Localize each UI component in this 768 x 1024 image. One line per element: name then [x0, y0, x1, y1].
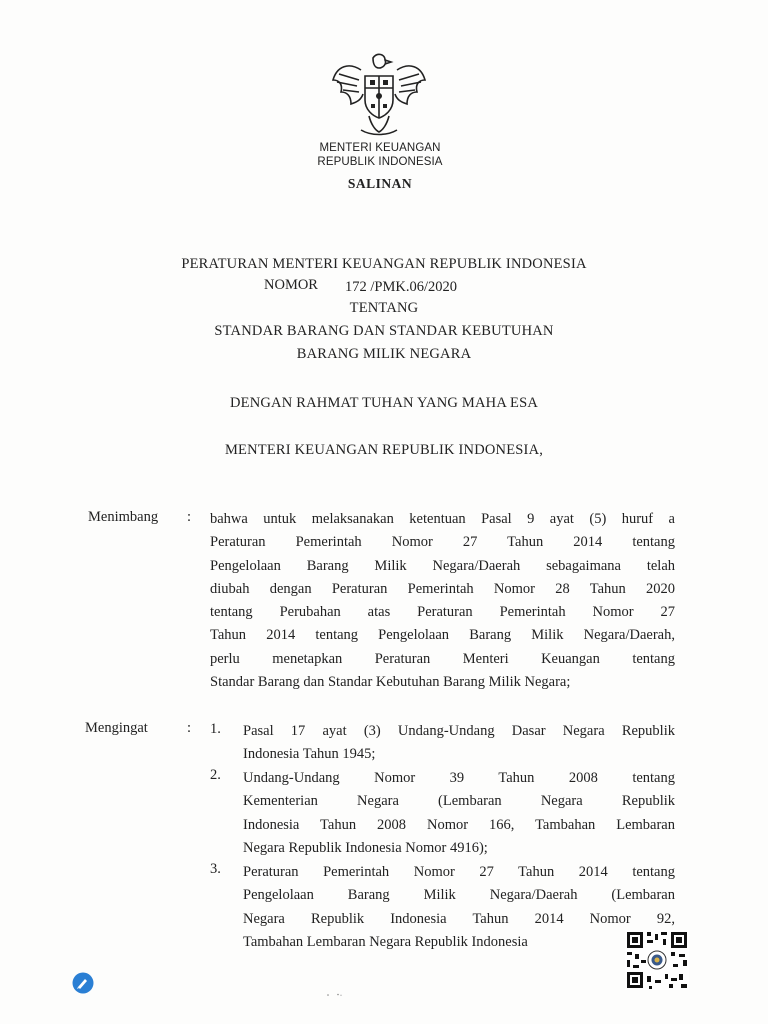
- item-number: 1.: [210, 721, 221, 737]
- regulation-title: PERATURAN MENTERI KEUANGAN REPUBLIK INDONESIA: [181, 256, 587, 272]
- qr-code-icon: [625, 930, 689, 990]
- mengingat-line: Pengelolaan Barang Milik Negara/Daerah (Lembaran: [243, 887, 675, 904]
- mengingat-line: Indonesia Tahun 2008 Nomor 166, Tambahan Lembaran: [243, 816, 675, 833]
- minister-line: MENTERI KEUANGAN REPUBLIK INDONESIA,: [224, 442, 544, 458]
- mengingat-item-2: [243, 767, 675, 860]
- item-number: 3.: [210, 861, 221, 877]
- ministry-line-2: REPUBLIK INDONESIA: [317, 156, 443, 168]
- mengingat-line: Negara Republik Indonesia Tahun 2014 Nomor 92,: [243, 910, 675, 927]
- menimbang-line: Tahun 2014 tentang Pengelolaan Barang Milik Negara/Daerah,: [210, 627, 675, 644]
- item-number: 2.: [210, 767, 221, 783]
- menimbang-line: diubah dengan Peraturan Pemerintah Nomor 28 Tahun 2020: [210, 580, 675, 597]
- mengingat-line: Indonesia Tahun 1945;: [243, 746, 376, 763]
- menimbang-paragraph: [210, 508, 675, 694]
- tentang-heading: TENTANG: [349, 300, 419, 316]
- signature-pen-icon: [72, 972, 94, 994]
- scan-speck-mark: [322, 992, 352, 998]
- copy-mark: SALINAN: [347, 176, 413, 191]
- number-label: NOMOR: [264, 277, 318, 293]
- menimbang-colon: :: [187, 509, 192, 525]
- mengingat-item-3: [243, 861, 675, 954]
- number-value: 172 /PMK.06/2020: [345, 279, 457, 295]
- mengingat-line: Pasal 17 ayat (3) Undang-Undang Dasar Negara Republik: [243, 723, 675, 739]
- ministry-line-1: MENTERI KEUANGAN: [319, 142, 441, 154]
- mengingat-label: Mengingat: [85, 720, 148, 736]
- menimbang-label: Menimbang: [88, 509, 159, 525]
- subject-line-2: BARANG MILIK NEGARA: [296, 346, 472, 362]
- mengingat-colon: :: [187, 720, 192, 736]
- mengingat-line: Undang-Undang Nomor 39 Tahun 2008 tentang: [243, 770, 675, 786]
- mengingat-line: Peraturan Pemerintah Nomor 27 Tahun 2014 tentang: [243, 864, 675, 880]
- ministry-header: [300, 141, 460, 169]
- menimbang-line: Pengelolaan Barang Milik Negara/Daerah sebagaimana telah: [210, 557, 675, 574]
- mengingat-line: Tambahan Lembaran Negara Republik Indonesia: [243, 933, 528, 950]
- menimbang-line: Standar Barang dan Standar Kebutuhan Barang Milik Negara;: [210, 674, 571, 691]
- menimbang-line: Peraturan Pemerintah Nomor 27 Tahun 2014 tentang: [210, 534, 675, 551]
- mengingat-item-1: [243, 720, 675, 767]
- mengingat-line: Kementerian Negara (Lembaran Negara Republik: [243, 793, 675, 810]
- subject-line-1: STANDAR BARANG DAN STANDAR KEBUTUHAN: [214, 323, 554, 339]
- menimbang-line: perlu menetapkan Peraturan Menteri Keuangan tentang: [210, 650, 675, 667]
- rahmat-line: DENGAN RAHMAT TUHAN YANG MAHA ESA: [229, 395, 539, 411]
- mengingat-line: Negara Republik Indonesia Nomor 4916);: [243, 839, 488, 856]
- garuda-emblem-icon: [331, 50, 427, 138]
- menimbang-line: bahwa untuk melaksanakan ketentuan Pasal 9 ayat (5) huruf a: [210, 511, 675, 527]
- menimbang-line: tentang Perubahan atas Peraturan Pemerintah Nomor 27: [210, 604, 675, 621]
